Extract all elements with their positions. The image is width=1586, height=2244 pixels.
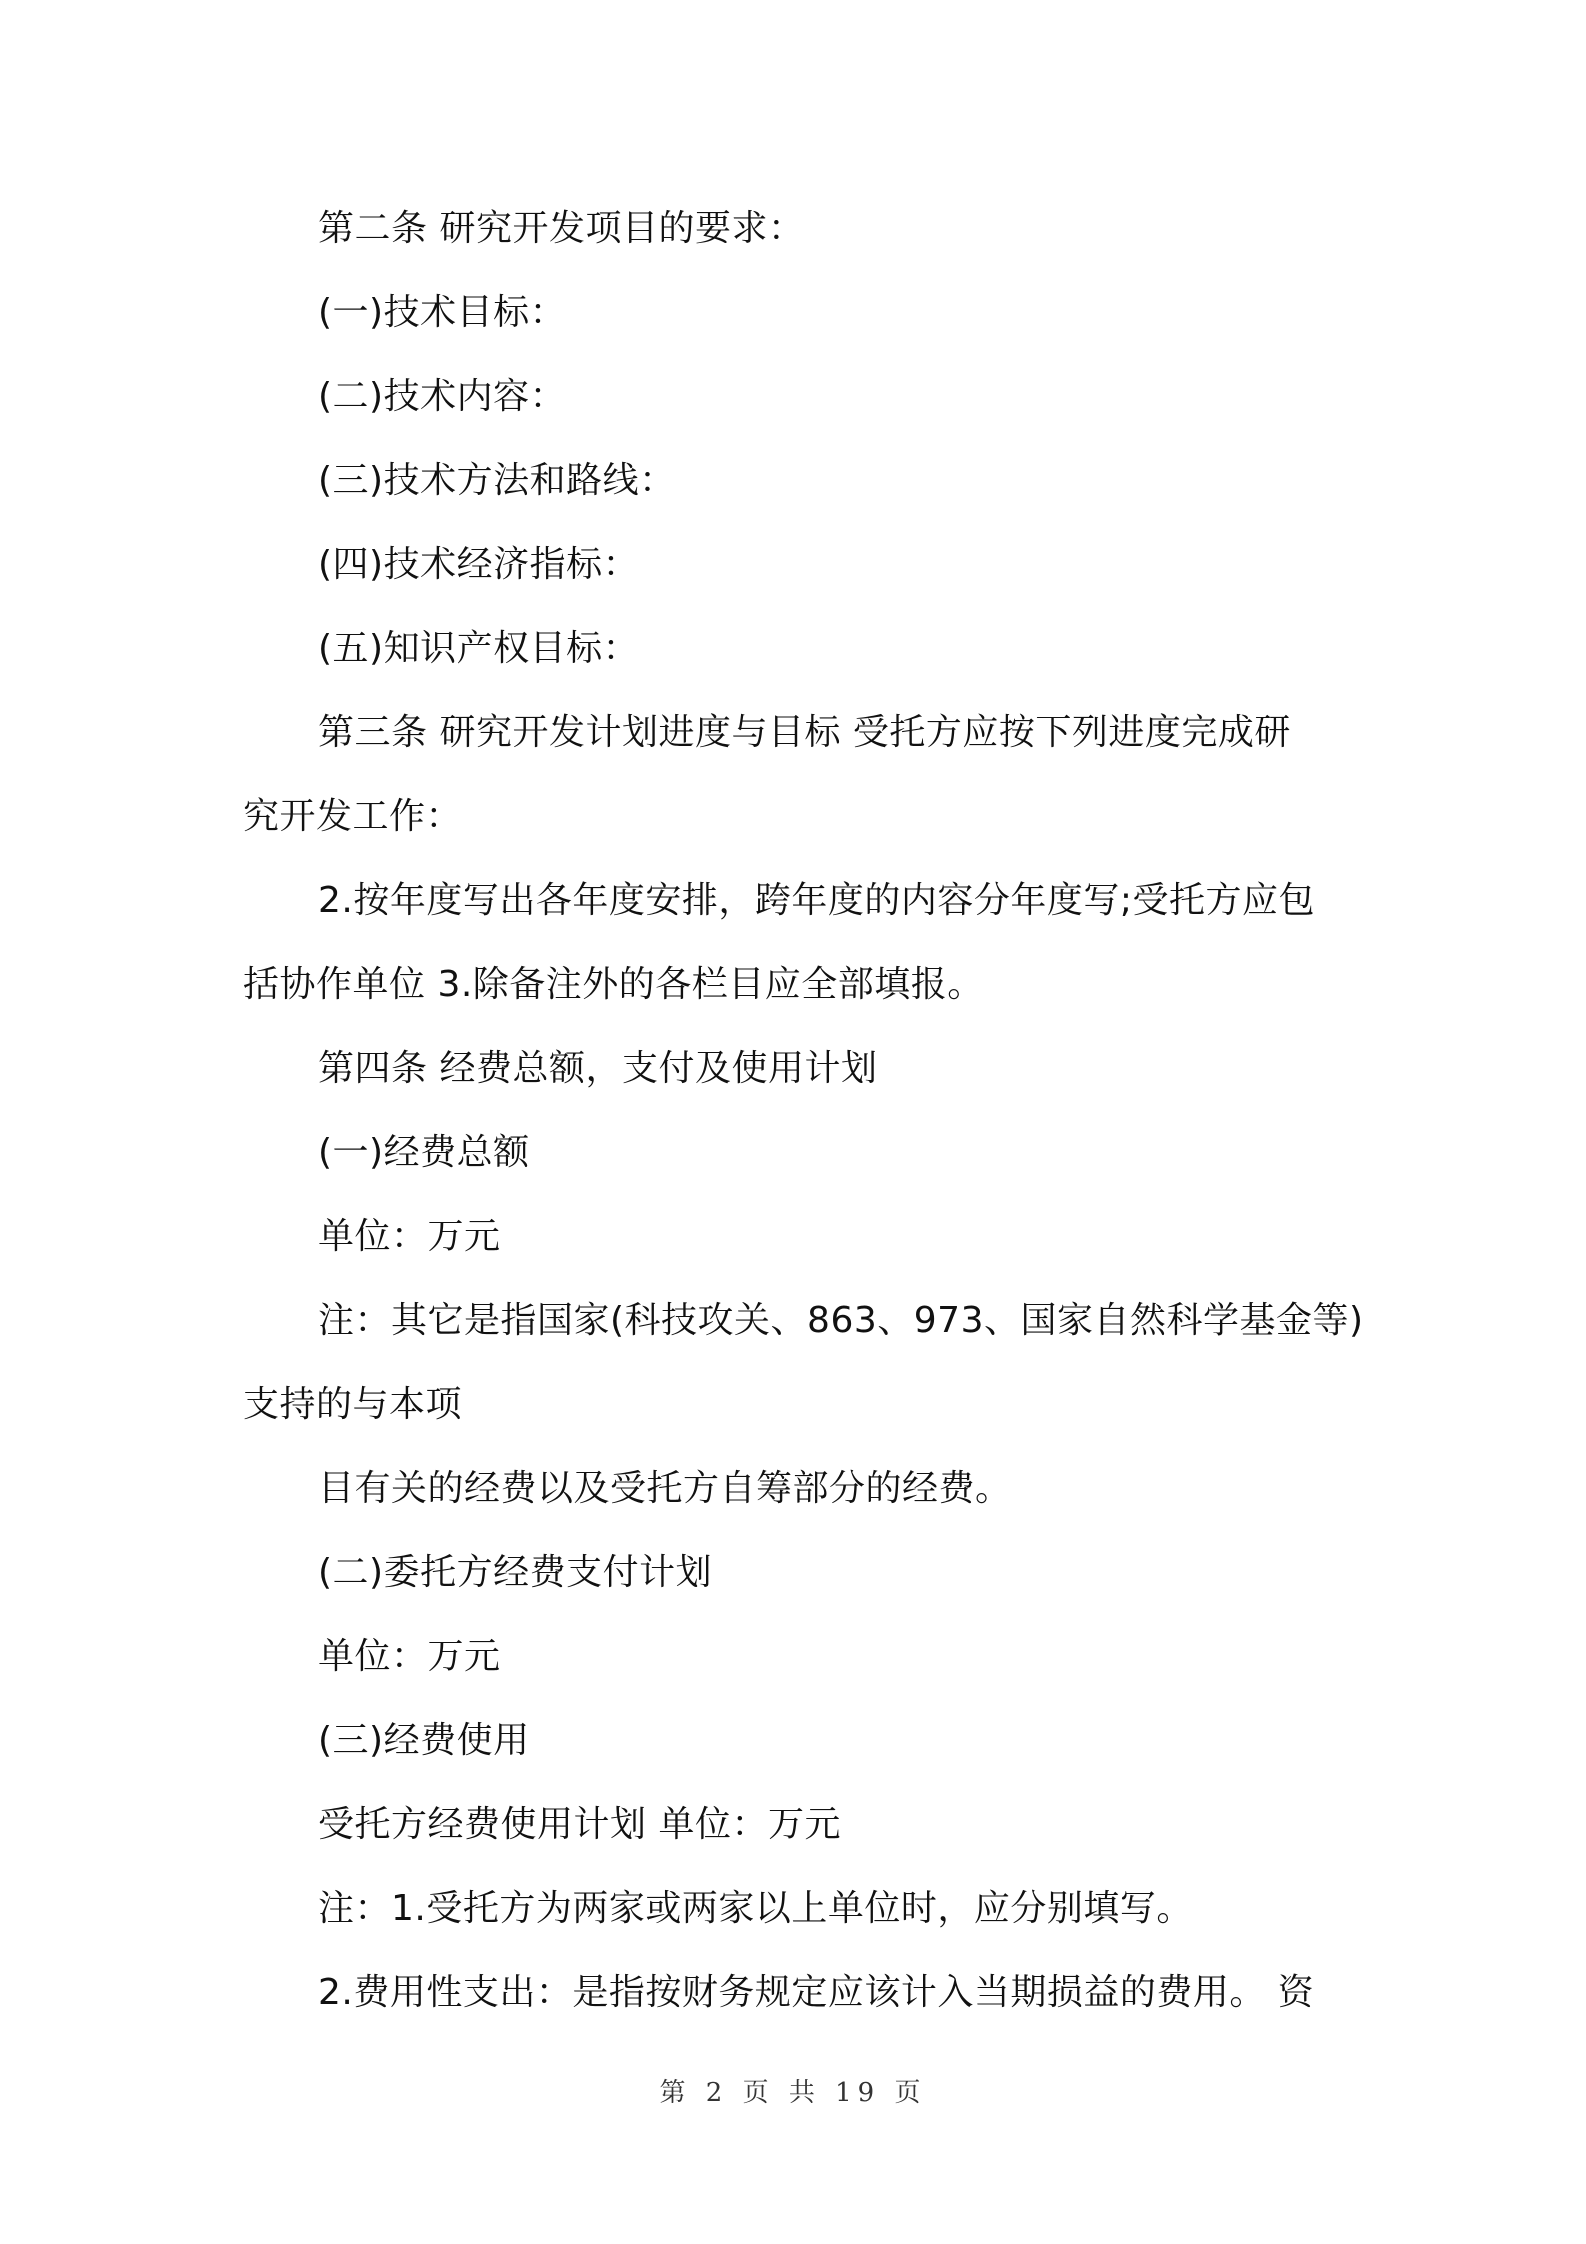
text-line-use-plan: 受托方经费使用计划 单位：万元 xyxy=(318,1804,841,1845)
text-line-note-other: 注：其它是指国家(科技攻关、863、973、国家自然科学基金等) xyxy=(318,1300,1364,1341)
text-line-tech-content: (二)技术内容： xyxy=(318,376,567,417)
text-line-article-4-heading: 第四条 经费总额，支付及使用计划 xyxy=(318,1048,878,1089)
text-line-tech-method: (三)技术方法和路线： xyxy=(318,460,676,501)
text-line-tech-goal: (一)技术目标： xyxy=(318,292,567,333)
text-line-ip-goal: (五)知识产权目标： xyxy=(318,628,640,669)
text-line-tech-economic: (四)技术经济指标： xyxy=(318,544,640,585)
text-line-article-3-heading: 第三条 研究开发计划进度与目标 受托方应按下列进度完成研 xyxy=(318,712,1291,753)
text-line-funding-use: (三)经费使用 xyxy=(318,1720,530,1761)
text-line-note-multi-party: 注：1.受托方为两家或两家以上单位时，应分别填写。 xyxy=(318,1888,1193,1929)
text-line-total-funding: (一)经费总额 xyxy=(318,1132,530,1173)
text-line-article-3-cont: 究开发工作： xyxy=(243,796,463,837)
text-line-yearly-plan-cont: 括协作单位 3.除备注外的各栏目应全部填报。 xyxy=(243,964,984,1005)
text-line-unit-1: 单位：万元 xyxy=(318,1216,501,1257)
text-line-note-other-cont: 支持的与本项 xyxy=(243,1384,463,1425)
text-line-note-other-cont-2: 目有关的经费以及受托方自筹部分的经费。 xyxy=(318,1468,1012,1509)
text-line-unit-2: 单位：万元 xyxy=(318,1636,501,1677)
text-line-payment-plan: (二)委托方经费支付计划 xyxy=(318,1552,713,1593)
text-line-yearly-plan: 2.按年度写出各年度安排，跨年度的内容分年度写;受托方应包 xyxy=(318,880,1315,921)
text-line-article-2-heading: 第二条 研究开发项目的要求： xyxy=(318,208,805,249)
page-number-footer: 第 2 页 共 19 页 xyxy=(659,2078,927,2108)
text-line-expense-definition: 2.费用性支出：是指按财务规定应该计入当期损益的费用。 资 xyxy=(318,1972,1315,2013)
